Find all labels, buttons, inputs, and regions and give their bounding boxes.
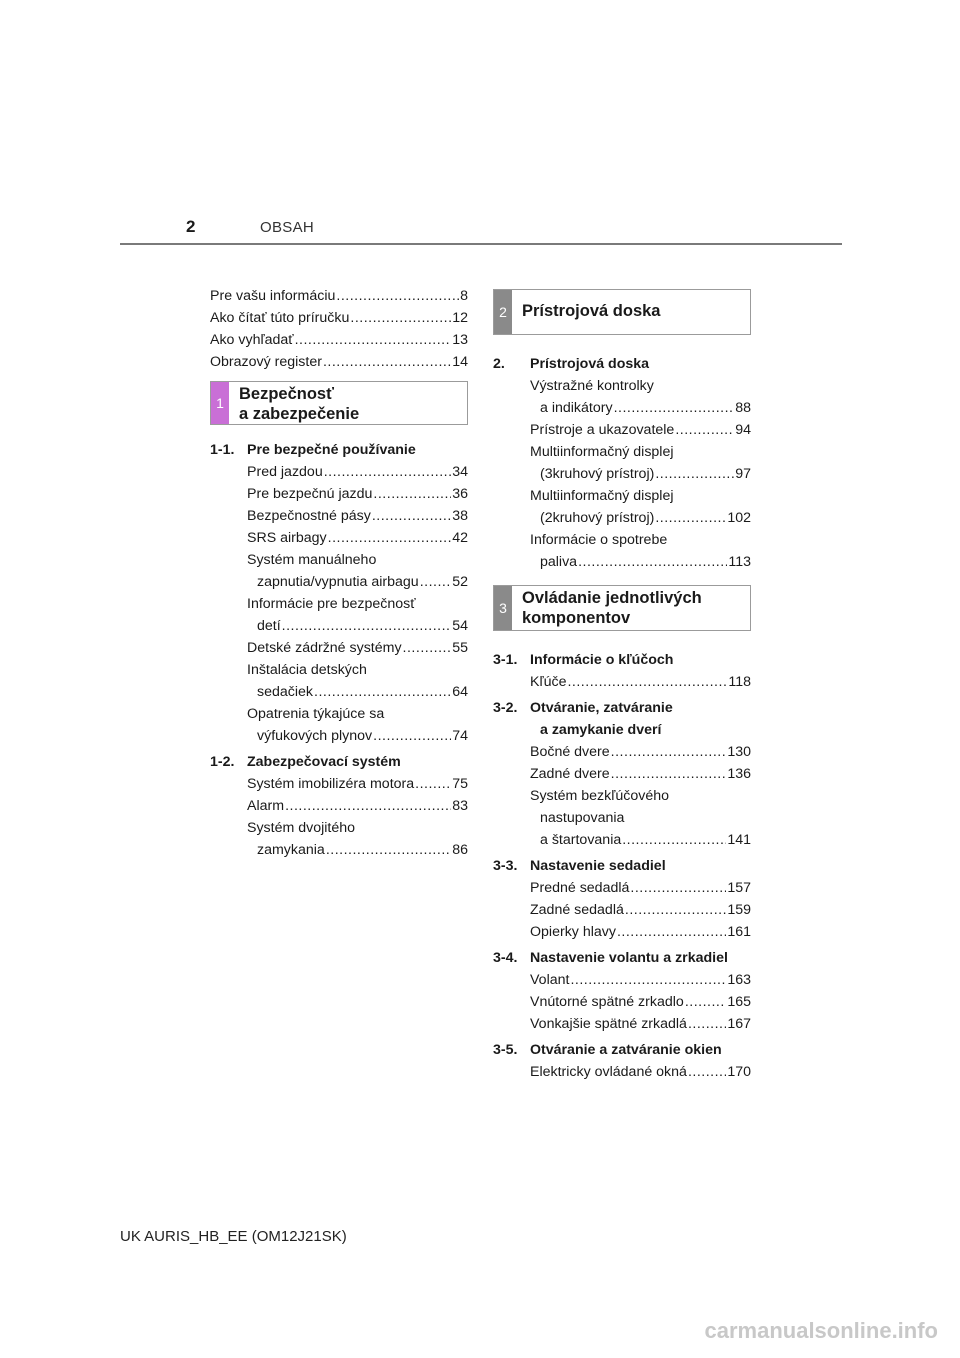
toc-entry[interactable]: Bočné dvere ..... 130 [530, 741, 751, 763]
toc-entry[interactable]: Systém manuálneho zapnutia/vypnutia airbagu ..... 52 [247, 549, 468, 593]
section-3-2[interactable]: 3-2. Otváranie, zatváranie a zamykanie dverí [493, 700, 673, 738]
model-code: UK AURIS_HB_EE (OM12J21SK) [120, 1228, 347, 1245]
section-1-1[interactable]: 1-1. Pre bezpečné používanie [210, 442, 416, 458]
toc-entry[interactable]: Opatrenia týkajúce sa výfukových plynov ..... 74 [247, 703, 468, 747]
page-number: 2 [186, 217, 196, 236]
toc-entry[interactable]: Informácie o spotrebe paliva ..... 113 [530, 529, 751, 573]
toc-entry[interactable]: Kľúče ..... 118 [530, 671, 751, 693]
chapter-3-title: Ovládanie jednotlivých komponentov [522, 589, 702, 627]
chapter-1-title: Bezpečnosť a zabezpečenie [239, 385, 360, 423]
toc-entry[interactable]: Detské zádržné systémy ..... 55 [247, 637, 468, 659]
toc-entry[interactable]: Pre vašu informáciu ..... 8 [210, 285, 468, 307]
toc-entry[interactable]: Alarm ..... 83 [247, 795, 468, 817]
section-3-5[interactable]: 3-5. Otváranie a zatváranie okien [493, 1042, 722, 1058]
toc-entry[interactable]: Prístroje a ukazovatele ..... 94 [530, 419, 751, 441]
toc-entry[interactable]: Predné sedadlá ..... 157 [530, 877, 751, 899]
section-2[interactable]: 2. Prístrojová doska [493, 356, 650, 372]
chapter-2-box[interactable] [493, 289, 751, 335]
toc-entry[interactable]: Zadné dvere ..... 136 [530, 763, 751, 785]
toc-entry[interactable]: Multiinformačný displej (2kruhový prístroj) ..... 102 [530, 485, 751, 529]
chapter-1-tab: 1 [211, 382, 229, 424]
toc-entry[interactable]: Elektricky ovládané okná ..... 170 [530, 1061, 751, 1083]
toc-entry[interactable]: Ako čítať túto príručku ..... 12 [210, 307, 468, 329]
toc-entry[interactable]: Ako vyhľadať ..... 13 [210, 329, 468, 351]
toc-entry[interactable]: Systém dvojitého zamykania ..... 86 [247, 817, 468, 861]
toc-entry[interactable]: Zadné sedadlá ..... 159 [530, 899, 751, 921]
toc-entry[interactable]: Informácie pre bezpečnosť detí ..... 54 [247, 593, 468, 637]
toc-entry[interactable]: Inštalácia detských sedačiek ..... 64 [247, 659, 468, 703]
toc-entry[interactable]: Obrazový register ..... 14 [210, 351, 468, 373]
header-rule [120, 243, 842, 245]
toc-right-column [493, 289, 751, 1083]
chapter-3-tab: 3 [494, 586, 512, 630]
watermark: carmanualsonline.info [704, 1318, 938, 1343]
chapter-1-box[interactable] [210, 381, 468, 425]
toc-left-column [210, 285, 468, 861]
toc-entry[interactable]: Pre bezpečnú jazdu ..... 36 [247, 483, 468, 505]
toc-entry[interactable]: Volant ..... 163 [530, 969, 751, 991]
toc-entry[interactable]: Multiinformačný displej (3kruhový prístroj) ..... 97 [530, 441, 751, 485]
chapter-2-tab: 2 [494, 290, 512, 334]
chapter-3-box[interactable] [493, 585, 751, 631]
toc-entry[interactable]: Vnútorné spätné zrkadlo ..... 165 [530, 991, 751, 1013]
toc-entry[interactable]: Výstražné kontrolky a indikátory ..... 88 [530, 375, 751, 419]
toc-entry[interactable]: Opierky hlavy ..... 161 [530, 921, 751, 943]
page-header [120, 215, 842, 247]
toc-entry[interactable]: Systém bezkľúčového nastupovania a štartovania ..... 141 [530, 785, 751, 851]
section-3-4[interactable]: 3-4. Nastavenie volantu a zrkadiel [493, 950, 728, 966]
section-3-1[interactable]: 3-1. Informácie o kľúčoch [493, 652, 674, 668]
section-1-2[interactable]: 1-2. Zabezpečovací systém [210, 754, 401, 770]
toc-entry[interactable]: SRS airbagy ..... 42 [247, 527, 468, 549]
header-title: OBSAH [260, 219, 315, 236]
toc-entry[interactable]: Vonkajšie spätné zrkadlá ..... 167 [530, 1013, 751, 1035]
chapter-2-title: Prístrojová doska [522, 302, 661, 320]
toc-entry[interactable]: Pred jazdou ..... 34 [247, 461, 468, 483]
toc-entry[interactable]: Bezpečnostné pásy ..... 38 [247, 505, 468, 527]
toc-entry[interactable]: Systém imobilizéra motora ..... 75 [247, 773, 468, 795]
section-3-3[interactable]: 3-3. Nastavenie sedadiel [493, 858, 666, 874]
